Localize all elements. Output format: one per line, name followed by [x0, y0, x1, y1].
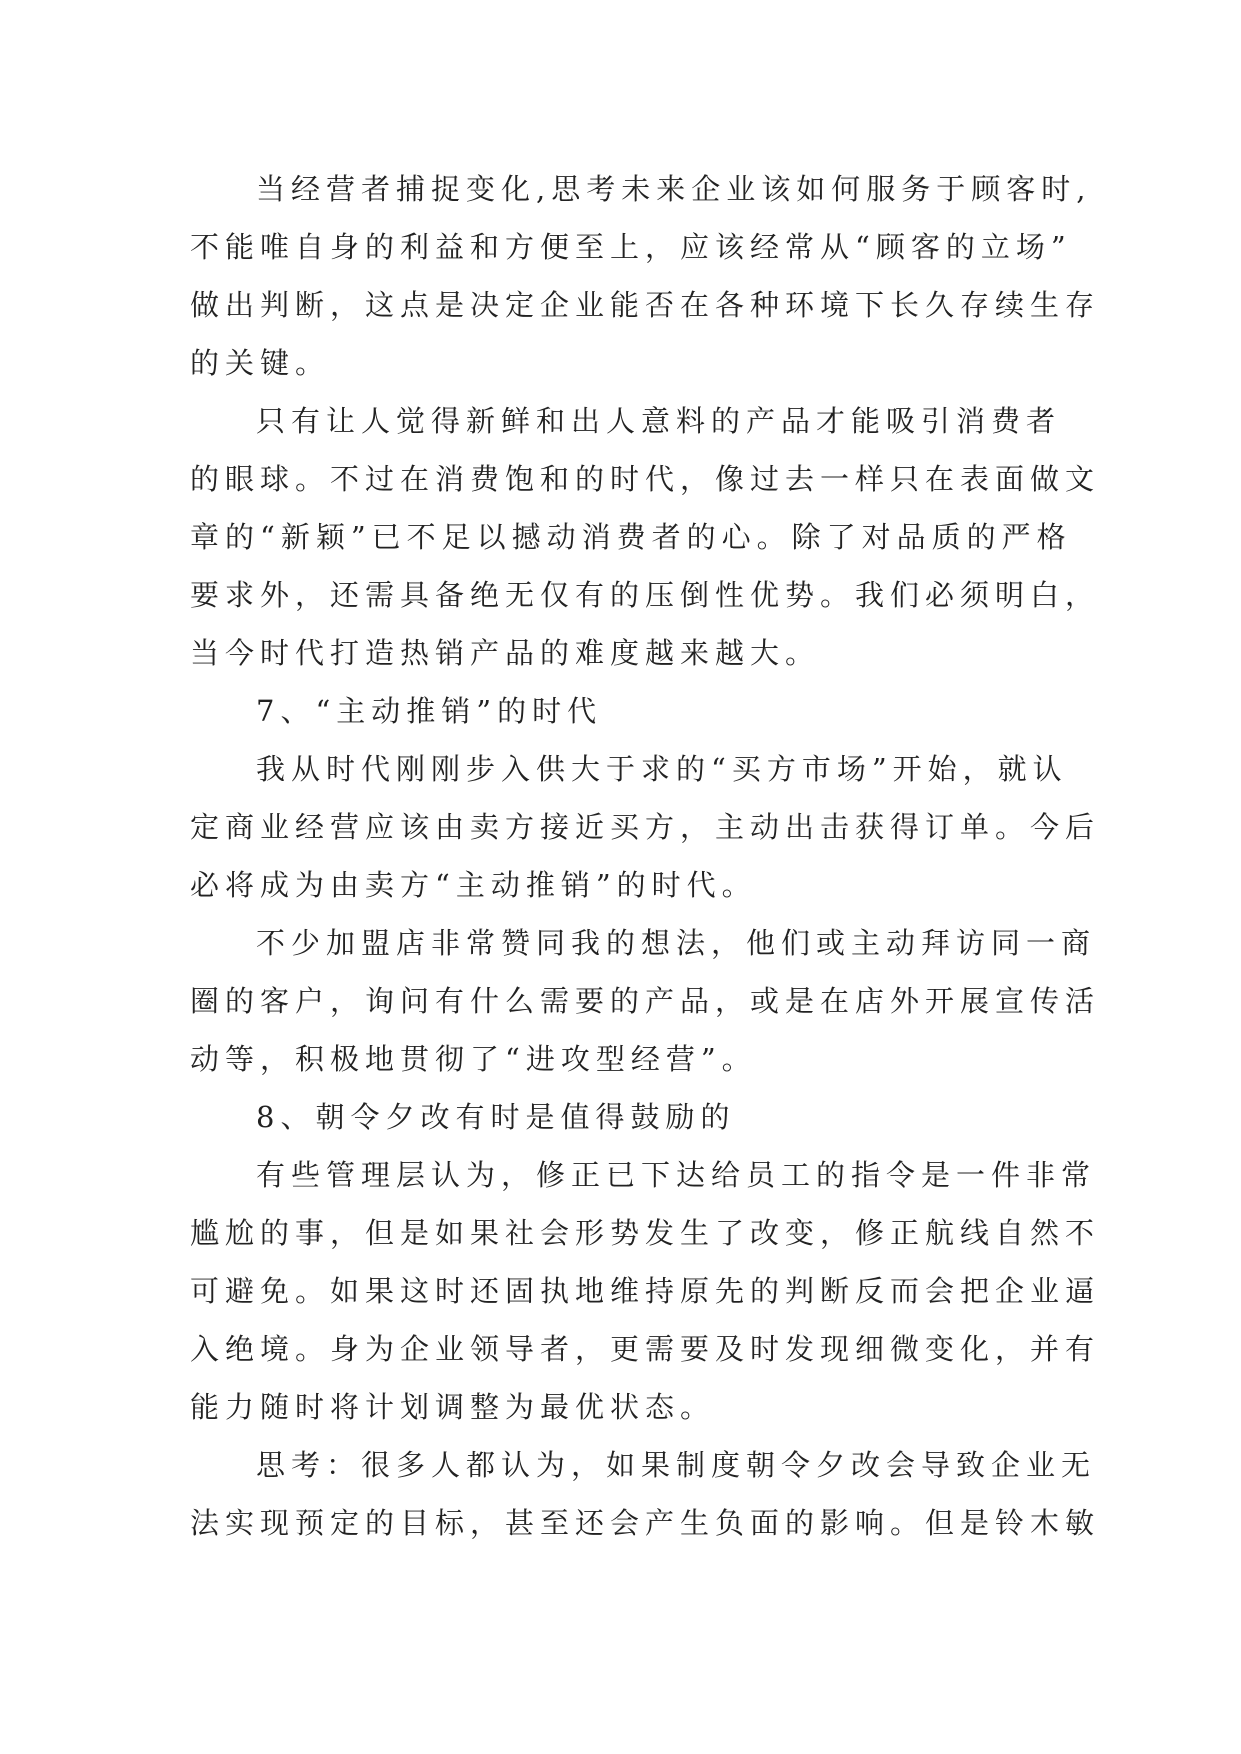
paragraph-line: 可避免。如果这时还固执地维持原先的判断反而会把企业逼 [190, 1274, 1101, 1308]
paragraph-line: 圈的客户，询问有什么需要的产品，或是在店外开展宣传活 [190, 984, 1101, 1018]
section-heading: 7、“主动推销”的时代 [256, 694, 603, 728]
paragraph-line: 不能唯自身的利益和方便至上，应该经常从“顾客的立场” [190, 230, 1072, 264]
paragraph-line: 尴尬的事，但是如果社会形势发生了改变，修正航线自然不 [190, 1216, 1101, 1250]
section-heading: 8、朝令夕改有时是值得鼓励的 [256, 1100, 736, 1134]
paragraph-line: 思考：很多人都认为，如果制度朝令夕改会导致企业无 [256, 1448, 1097, 1482]
paragraph-line: 的关键。 [190, 346, 331, 380]
paragraph-line: 当今时代打造热销产品的难度越来越大。 [190, 636, 821, 670]
paragraph-line: 当经营者捕捉变化,思考未来企业该如何服务于顾客时, [256, 172, 1092, 206]
body-text [190, 160, 1101, 1552]
paragraph-line: 要求外，还需具备绝无仅有的压倒性优势。我们必须明白， [190, 578, 1101, 612]
paragraph-line: 章的“新颖”已不足以撼动消费者的心。除了对品质的严格 [190, 520, 1072, 554]
paragraph-line: 只有让人觉得新鲜和出人意料的产品才能吸引消费者 [256, 404, 1062, 438]
paragraph-line: 做出判断，这点是决定企业能否在各种环境下长久存续生存 [190, 288, 1101, 322]
paragraph-line: 能力随时将计划调整为最优状态。 [190, 1390, 716, 1424]
paragraph-line: 必将成为由卖方“主动推销”的时代。 [190, 868, 757, 902]
paragraph-line: 不少加盟店非常赞同我的想法，他们或主动拜访同一商 [256, 926, 1097, 960]
paragraph-line: 动等，积极地贯彻了“进攻型经营”。 [190, 1042, 757, 1076]
paragraph-line: 有些管理层认为，修正已下达给员工的指令是一件非常 [256, 1158, 1097, 1192]
paragraph-line: 法实现预定的目标，甚至还会产生负面的影响。但是铃木敏 [190, 1506, 1101, 1540]
paragraph-line: 定商业经营应该由卖方接近买方，主动出击获得订单。今后 [190, 810, 1101, 844]
paragraph-line: 我从时代刚刚步入供大于求的“买方市场”开始，就认 [256, 752, 1068, 786]
paragraph-line: 的眼球。不过在消费饱和的时代，像过去一样只在表面做文 [190, 462, 1101, 496]
paragraph-line: 入绝境。身为企业领导者，更需要及时发现细微变化，并有 [190, 1332, 1101, 1366]
